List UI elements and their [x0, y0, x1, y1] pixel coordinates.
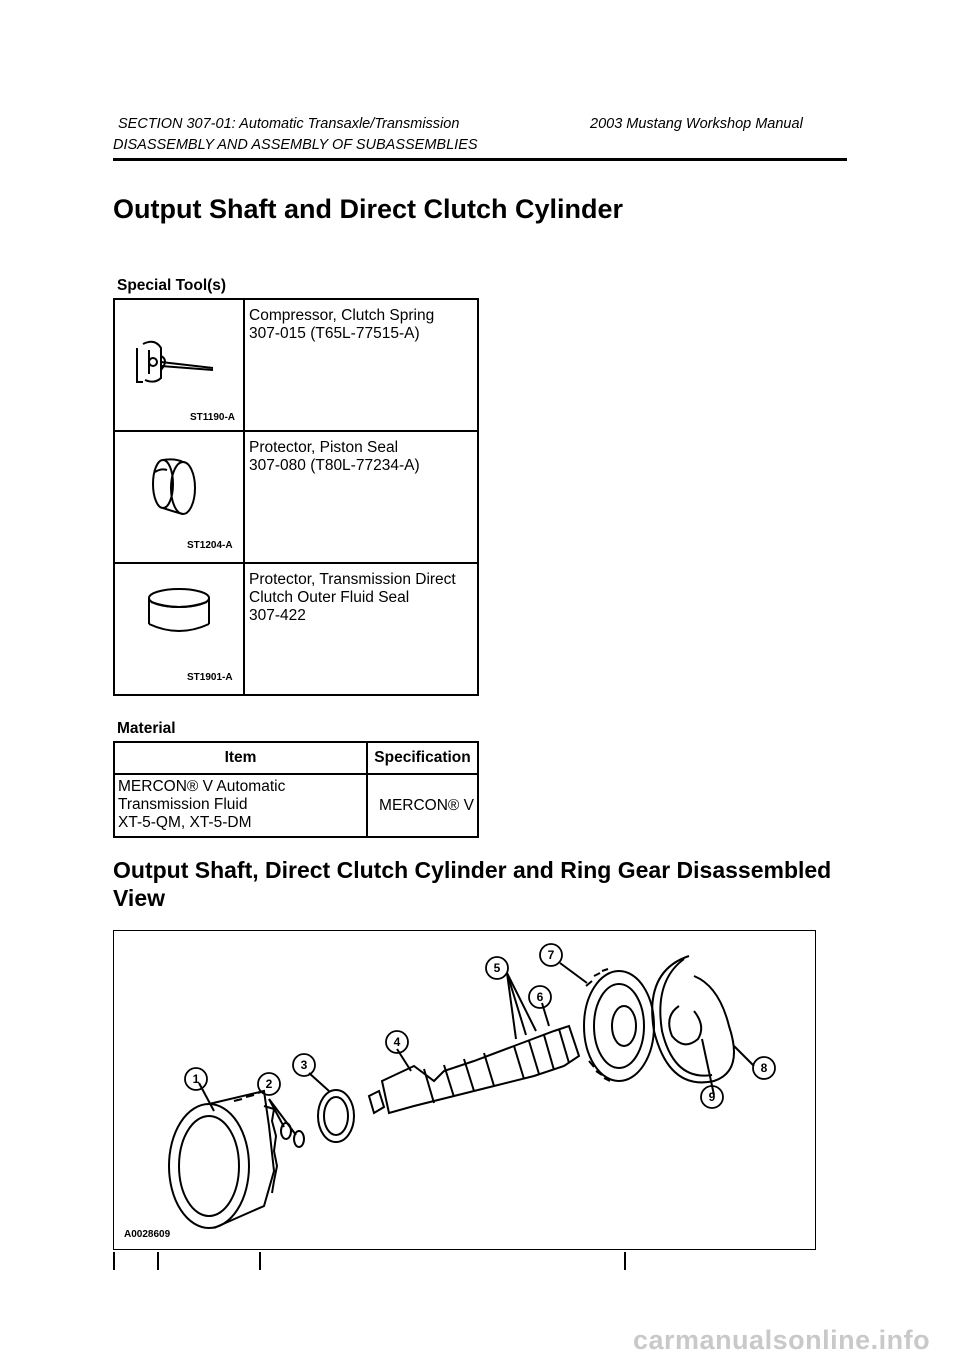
material-row: [114, 774, 478, 837]
tool-image-code: ST1204-A: [187, 540, 233, 551]
callout-4: 4: [393, 1035, 401, 1049]
exploded-view-illustration: [114, 931, 815, 1249]
table-rule-tick: [624, 1252, 626, 1270]
callout-1: 1: [192, 1072, 200, 1086]
tool-name: Compressor, Clutch Spring: [249, 307, 435, 324]
exploded-view-figure: [113, 930, 816, 1250]
header-section: SECTION 307-01: Automatic Transaxle/Transmission: [118, 116, 460, 132]
callout-5: 5: [493, 961, 501, 975]
watermark-footer: carmanualsonline.info: [633, 1325, 931, 1355]
direct-clutch-seal-protector-image: [115, 564, 243, 689]
tool-row: [114, 563, 478, 695]
material-header-specification: Specification: [367, 742, 478, 774]
material-spec-cell: MERCON® V: [367, 774, 478, 837]
material-item-line: XT-5-QM, XT-5-DM: [118, 814, 252, 831]
callout-2: 2: [265, 1077, 273, 1091]
table-rule-tick: [157, 1252, 159, 1270]
callout-6: 6: [536, 990, 544, 1004]
material-item-line: Transmission Fluid: [118, 796, 248, 813]
material-item-line: MERCON® V Automatic: [118, 778, 286, 795]
tool-name: Protector, Piston Seal: [249, 439, 399, 456]
material-table: [113, 741, 479, 838]
callout-3: 3: [300, 1058, 308, 1072]
callout-9: 9: [708, 1090, 716, 1104]
material-header-row: [114, 742, 478, 774]
table-rule-tick: [113, 1252, 115, 1270]
material-label: Material: [117, 720, 176, 737]
tool-description: [244, 299, 478, 431]
clutch-spring-compressor-image: [115, 300, 243, 425]
tool-part-number: Clutch Outer Fluid Seal: [249, 589, 410, 606]
tool-image-code: ST1190-A: [190, 412, 236, 423]
section-subtitle: Output Shaft, Direct Clutch Cylinder and Ring Gear Disassembled View: [113, 857, 832, 911]
tool-row: [114, 299, 478, 431]
material-header-item: Item: [114, 742, 367, 774]
table-rule-tick: [259, 1252, 261, 1270]
tool-image-cell: [114, 299, 244, 431]
figure-code: A0028609: [124, 1229, 171, 1240]
header-rule: [113, 158, 847, 161]
tool-row: [114, 431, 478, 563]
header-subsection: DISASSEMBLY AND ASSEMBLY OF SUBASSEMBLIES: [113, 137, 478, 153]
tool-description: [244, 431, 478, 563]
tool-part-number: 307-015 (T65L-77515-A): [249, 325, 420, 342]
callout-7: 7: [547, 948, 555, 962]
page-title: Output Shaft and Direct Clutch Cylinder: [113, 194, 624, 224]
tool-description: [244, 563, 478, 695]
tool-image-cell: [114, 563, 244, 695]
special-tools-label: Special Tool(s): [117, 277, 227, 294]
special-tools-table: [113, 298, 479, 696]
piston-seal-protector-image: [115, 432, 243, 557]
tool-image-code: ST1901-A: [187, 672, 233, 683]
tool-image-cell: [114, 431, 244, 563]
tool-extra-line: 307-422: [249, 607, 306, 624]
tool-part-number: 307-080 (T80L-77234-A): [249, 457, 420, 474]
callout-8: 8: [760, 1061, 768, 1075]
material-item-cell: [114, 774, 367, 837]
tool-name: Protector, Transmission Direct: [249, 571, 456, 588]
header-manual-title: 2003 Mustang Workshop Manual: [590, 116, 803, 132]
